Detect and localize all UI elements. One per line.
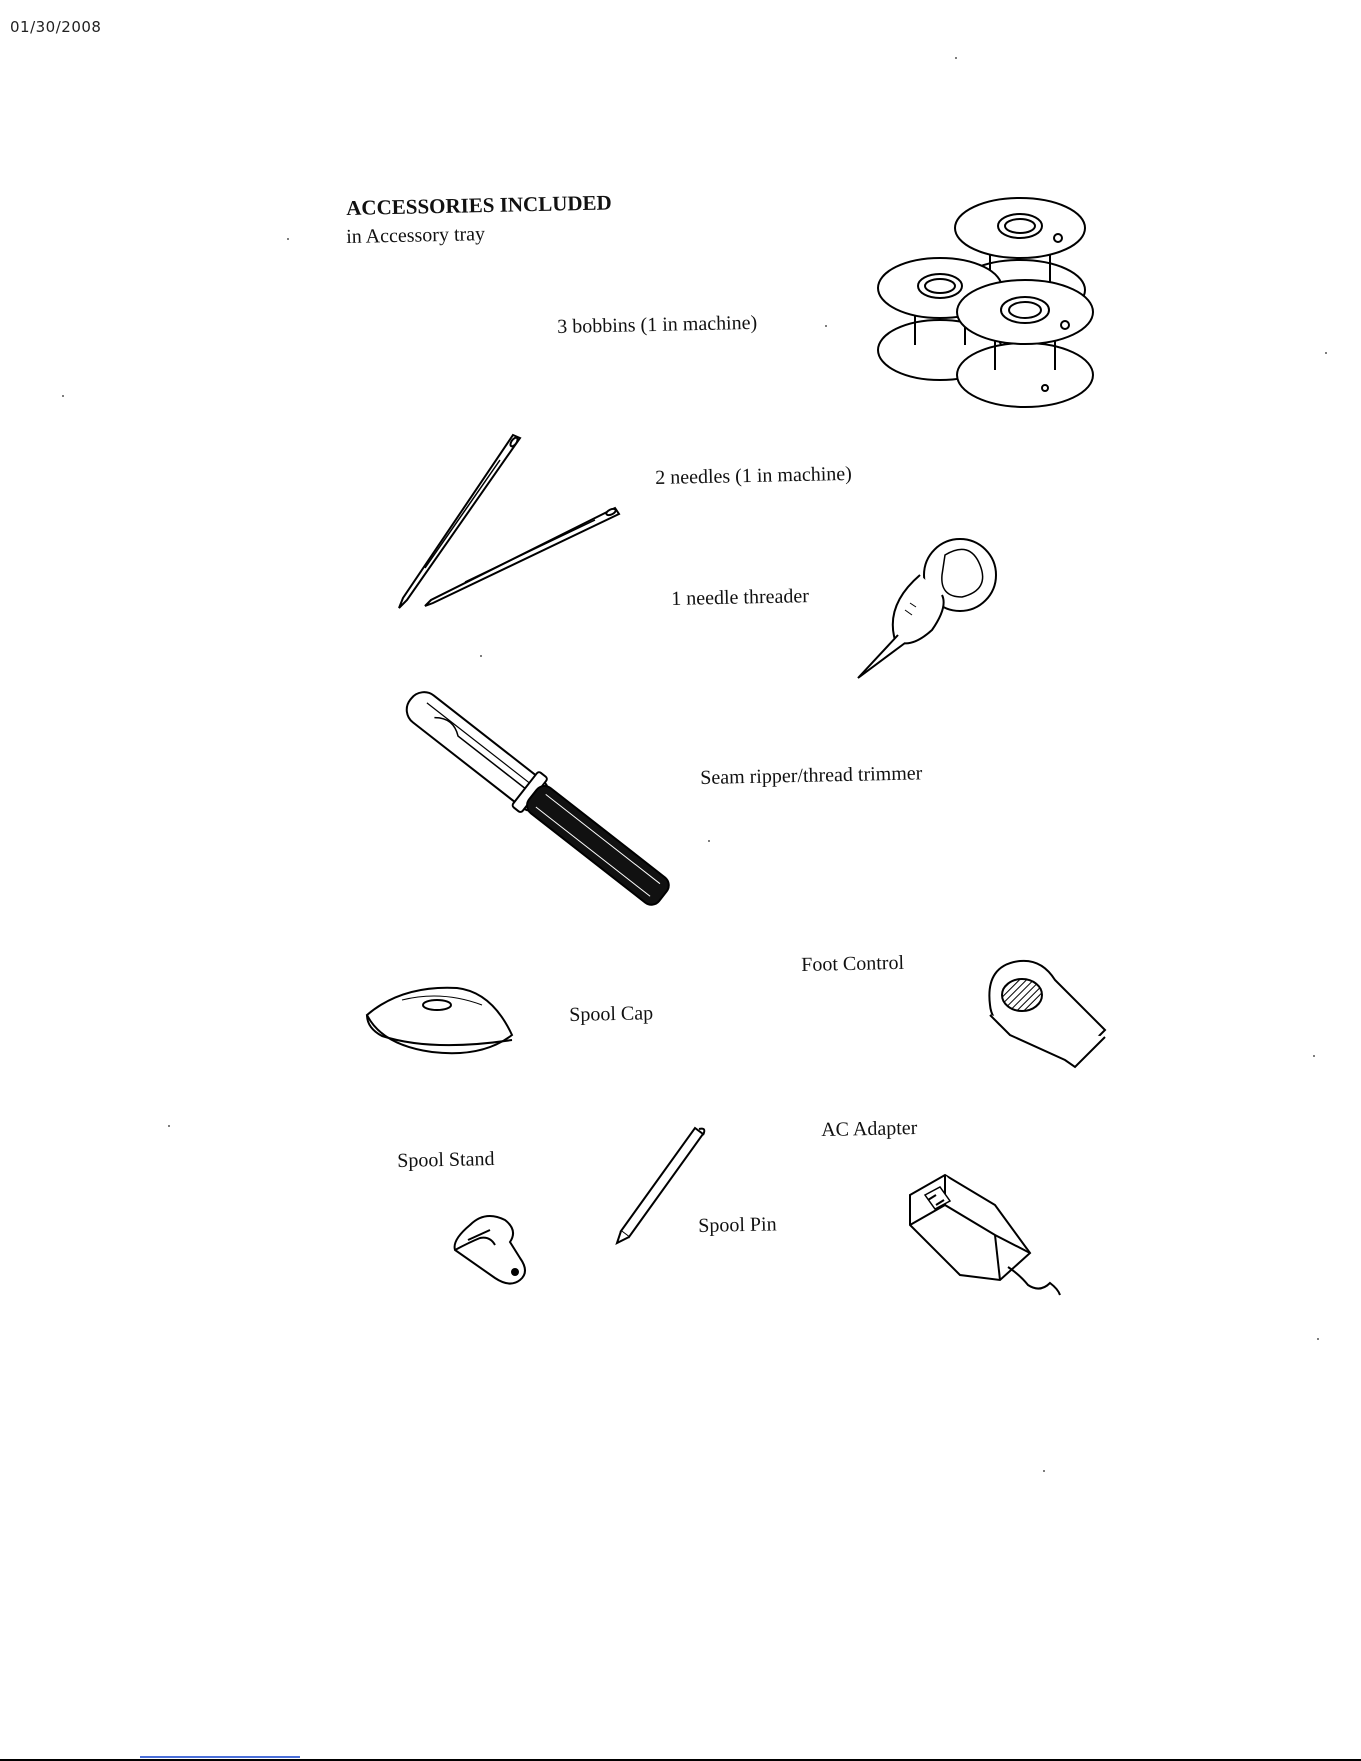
scan-speck xyxy=(1313,1055,1315,1057)
scan-speck xyxy=(825,325,827,327)
needle-threader-label: 1 needle threader xyxy=(671,585,810,610)
seam-ripper-illustration xyxy=(395,685,675,915)
scan-speck xyxy=(708,840,710,842)
bobbins-illustration xyxy=(870,190,1110,420)
bottom-link-mark xyxy=(140,1756,300,1758)
scan-speck xyxy=(168,1125,170,1127)
scan-speck xyxy=(287,238,289,240)
spool-pin-label: Spool Pin xyxy=(698,1213,777,1237)
needles-label: 2 needles (1 in machine) xyxy=(655,462,853,489)
scan-speck xyxy=(1325,352,1327,354)
ac-adapter-illustration xyxy=(900,1165,1065,1305)
needles-illustration xyxy=(385,430,625,615)
scan-speck xyxy=(1317,1338,1319,1340)
needle-threader-illustration xyxy=(850,535,1010,685)
foot-control-illustration xyxy=(980,955,1110,1070)
spool-cap-label: Spool Cap xyxy=(569,1002,654,1026)
scan-speck xyxy=(62,395,64,397)
bobbins-label: 3 bobbins (1 in machine) xyxy=(557,311,758,338)
fax-date-stamp: 01/30/2008 xyxy=(10,18,102,36)
spool-stand-label: Spool Stand xyxy=(397,1147,495,1172)
scan-speck xyxy=(480,655,482,657)
spool-stand-illustration xyxy=(450,1210,535,1290)
ac-adapter-label: AC Adapter xyxy=(821,1116,918,1141)
page-title: ACCESSORIES INCLUDED xyxy=(346,190,612,220)
foot-control-label: Foot Control xyxy=(801,951,905,976)
scan-speck xyxy=(955,57,957,59)
scan-speck xyxy=(1043,1470,1045,1472)
page-subtitle: in Accessory tray xyxy=(346,223,486,248)
spool-cap-illustration xyxy=(362,980,517,1060)
seam-ripper-label: Seam ripper/thread trimmer xyxy=(700,762,923,789)
spool-pin-illustration xyxy=(615,1125,710,1250)
